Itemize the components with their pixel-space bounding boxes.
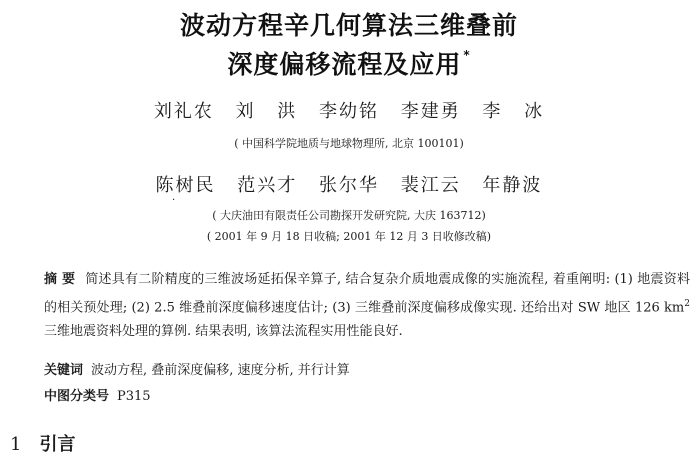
- authors-group2: 陈树民 范兴才 张尔华 裴江云 年静波: [155, 175, 543, 196]
- abstract-superscript: 2: [684, 299, 690, 309]
- classification-label: 中图分类号: [44, 389, 110, 404]
- keywords-label: 关键词: [44, 363, 84, 378]
- section-number: 1: [10, 434, 22, 455]
- title-line2-text: 深度偏移流程及应用: [227, 50, 462, 79]
- affiliation1: ( 中国科学院地质与地球物理所, 北京 100101): [234, 137, 464, 150]
- authors-group1: 刘礼农 刘 洪 李幼铭 李建勇 李 冰: [153, 101, 545, 122]
- title-footnote-mark: *: [463, 48, 471, 62]
- classification: [44, 385, 151, 404]
- affiliation2: ( 大庆油田有限责任公司勘探开发研究院, 大庆 163712): [212, 209, 486, 222]
- section-heading: [10, 430, 75, 456]
- abstract-text-2: 三维地震资料处理的算例. 结果表明, 该算法流程实用性能良好.: [44, 324, 403, 340]
- received-dates: ( 2001 年 9 月 18 日收稿; 2001 年 12 月 3 日收修改稿): [206, 230, 492, 243]
- classification-code: P315: [117, 389, 151, 404]
- section-name: 引言: [39, 434, 76, 455]
- paper-title-line2: [0, 45, 698, 81]
- keywords-text: 波动方程, 叠前深度偏移, 速度分析, 并行计算: [91, 363, 350, 378]
- abstract-text-1: 简述具有二阶精度的三维波场延拓保辛算子, 结合复杂介质地震成像的实施流程, 着重阐明: (1) 地震资料的相关预处理; (2) 2.5 维叠前深度偏移速度估计; (3) 三维叠前深度偏移成像实现. 还给出对 SW 地区 126 km: [44, 272, 691, 316]
- abstract: [44, 268, 690, 344]
- keywords: [44, 359, 350, 378]
- abstract-label: 摘 要: [44, 272, 76, 287]
- stray-mark: ·: [172, 195, 176, 206]
- paper-title-line1: 波动方程辛几何算法三维叠前: [179, 11, 518, 40]
